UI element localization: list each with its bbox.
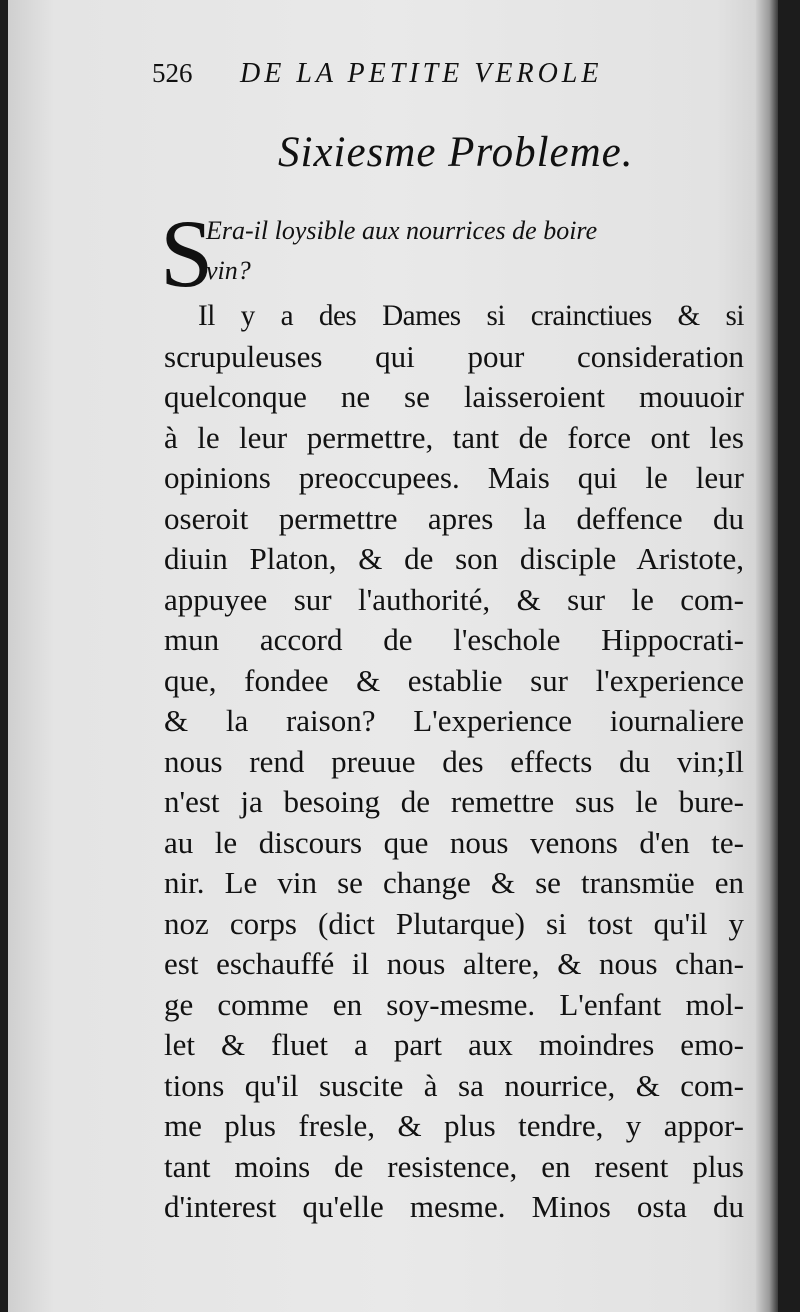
text-line: tant moins de resistence, en resent plus <box>164 1148 744 1184</box>
text-line: oseroit permettre apres la deffence du <box>164 500 744 536</box>
text-line: au le discours que nous venons d'en te- <box>164 824 744 860</box>
question-line-2: vin? <box>206 256 251 285</box>
text-line: tions qu'il suscite à sa nourrice, & com- <box>164 1067 744 1103</box>
running-head: DE LA PETITE VEROLE <box>240 58 603 89</box>
text-line: diuin Platon, & de son disciple Aristote, <box>164 541 744 576</box>
text-line: let & fluet a part aux moindres emo- <box>164 1027 744 1062</box>
question-line-1: Era-il loysible aux nourrices de boire <box>206 216 598 245</box>
drop-cap: S <box>160 200 214 307</box>
text-line: quelconque ne se laisseroient mouuoir <box>164 379 744 414</box>
book-page <box>8 0 778 1312</box>
section-title: Sixiesme Probleme. <box>278 129 634 176</box>
text-line: que, fondee & establie sur l'experience <box>164 662 744 698</box>
text-line: appuyee sur l'authorité, & sur le com- <box>164 581 744 617</box>
text-line: & la raison? L'experience iournaliere <box>164 703 744 738</box>
text-line: ge comme en soy-mesme. L'enfant mol- <box>164 986 744 1022</box>
text-line: nir. Le vin se change & se transmüe en <box>164 865 744 900</box>
text-line: d'interest qu'elle mesme. Minos osta du <box>164 1189 744 1224</box>
body-text <box>164 296 744 1228</box>
text-line: Il y a des Dames si crainctiues & si <box>198 300 744 332</box>
page-number: 526 <box>152 58 193 88</box>
page-edge-shadow <box>756 0 778 1312</box>
text-line: nous rend preuue des effects du vin;Il <box>164 743 744 779</box>
text-line: opinions preoccupees. Mais qui le leur <box>164 460 744 495</box>
text-line: n'est ja besoing de remettre sus le bure- <box>164 784 744 819</box>
text-line: mun accord de l'eschole Hippocrati- <box>164 622 744 657</box>
text-line: est eschauffé il nous altere, & nous chan- <box>164 946 744 981</box>
text-line: noz corps (dict Plutarque) si tost qu'il y <box>164 905 744 941</box>
text-line: à le leur permettre, tant de force ont les <box>164 419 744 455</box>
text-line: me plus fresle, & plus tendre, y appor- <box>164 1108 744 1143</box>
text-line: scrupuleuses qui pour consideration <box>164 338 744 374</box>
